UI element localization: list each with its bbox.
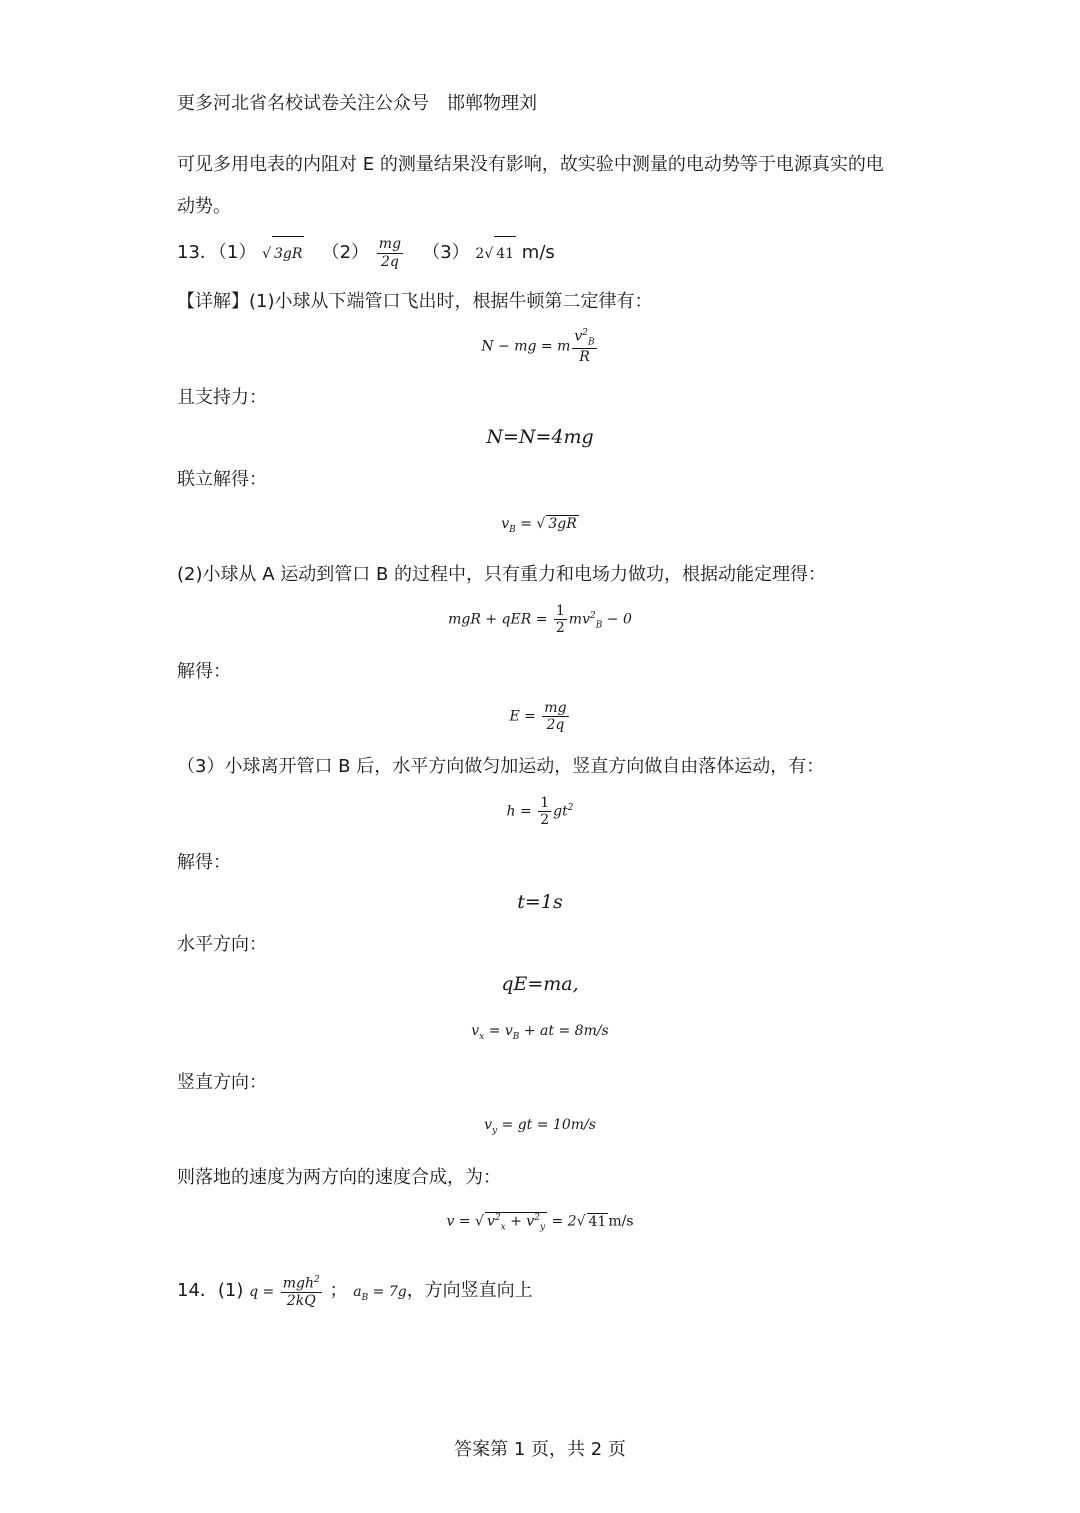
equation-qe: qE=ma, — [501, 973, 579, 995]
equation-vb: $v_B$ = √ 3gR — [501, 516, 577, 535]
equation-e: E = $\frac{mg}{2q}$ — [509, 700, 567, 734]
q13-answer1: √ 3gR — [262, 246, 304, 262]
q14-number: 14．(1) — [177, 1280, 244, 1301]
q13-number: 13． — [177, 242, 218, 263]
header-text: 更多河北省名校试卷关注公众号 邯郸物理刘 — [177, 93, 537, 114]
support-label: 且支持力： — [177, 387, 267, 408]
final-text: 则落地的速度为两方向的速度合成，为： — [177, 1167, 501, 1188]
solve-label-1: 解得： — [177, 661, 231, 682]
q14-answer-line: 14．(1) q = $\frac{mgh^2}{2kQ}$ ； $a_B = 7g$，方向竖直向上 — [177, 1275, 533, 1309]
equation-h: h = $\frac{1}{2}$ $gt^2$ — [506, 795, 574, 829]
q13-answer-line: 13．（1） √ 3gR （2） $\frac{mg}{2q}$ （3） 2√ 41 m/s — [177, 236, 555, 270]
part2-text: (2)小球从 A 运动到管口 B 的过程中，只有重力和电场力做功，根据动能定理得： — [177, 564, 827, 585]
equation-energy: mgR + qER = $\frac{1}{2}$ $mv^2_B - 0$ — [448, 603, 632, 637]
equation-newton: N − mg = m $\frac{v^2_B}{R}$ — [481, 328, 595, 365]
q13-answer2: $\frac{mg}{2q}$ — [378, 236, 402, 270]
vertical-label: 竖直方向： — [177, 1072, 267, 1093]
equation-vy: $v_y$ = gt = 10m/s — [484, 1117, 596, 1136]
equation-t: t=1s — [517, 891, 563, 913]
q13-part2-label: （2） — [321, 242, 370, 263]
page-footer: 答案第 1 页，共 2 页 — [454, 1439, 626, 1460]
q13-part3-label: （3） — [422, 242, 470, 263]
horizontal-label: 水平方向： — [177, 934, 267, 955]
intro-line-1: 可见多用电表的内阻对 E 的测量结果没有影响，故实验中测量的电动势等于电源真实的电 — [177, 154, 884, 175]
part3-text: （3）小球离开管口 B 后，水平方向做匀加运动，竖直方向做自由落体运动，有： — [177, 756, 825, 777]
equation-support: N=N=4mg — [486, 426, 594, 448]
q13-answer3: 2√ 41 — [475, 246, 516, 262]
equation-vx: $v_x = v_B$ + at = 8m/s — [471, 1023, 609, 1042]
combine-label: 联立解得： — [177, 469, 267, 490]
equation-v: v = √ $v^2_x + v^2_y = 2√$ 41 m/s — [446, 1213, 634, 1233]
solve-label-2: 解得： — [177, 852, 231, 873]
q13-part1-label: （1） — [217, 242, 257, 263]
q14-answer-q: q = $\frac{mgh^2}{2kQ}$ — [249, 1275, 320, 1309]
intro-line-2: 动势。 — [177, 196, 231, 217]
q14-answer-a: $a_B = 7g$ — [353, 1284, 407, 1303]
detail-intro: 【详解】(1)小球从下端管口飞出时，根据牛顿第二定律有： — [177, 291, 653, 312]
